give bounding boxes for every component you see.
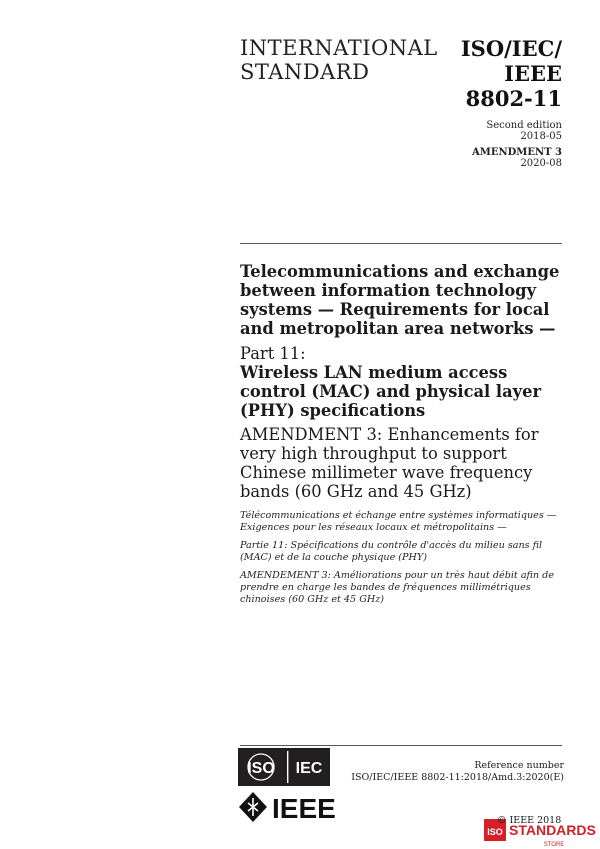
- doc-type-line2: STANDARD: [240, 60, 370, 84]
- iso-iec-logo: [238, 748, 330, 786]
- reference-label: Reference number: [474, 760, 564, 771]
- amendment-date: 2020-08: [520, 158, 562, 169]
- iec-text: IEC: [295, 760, 323, 777]
- store-sub-text: STORE: [543, 842, 565, 848]
- iso-text: ISO: [247, 760, 275, 777]
- main-title: Telecommunications and exchange between information technology systems — Requirements for local and metropolitan area networks —: [240, 262, 560, 338]
- top-divider: [240, 243, 562, 244]
- ieee-logo: [238, 790, 354, 824]
- title-block: [240, 262, 570, 606]
- store-text: STANDARDS: [509, 822, 596, 838]
- part-label: Part 11:: [240, 344, 306, 363]
- edition-block: [472, 120, 562, 169]
- french-part-title: Partie 11: Spécifications du contrôle d'accès du milieu sans fil (MAC) et de la couche physique (PHY): [240, 540, 543, 563]
- std-number-line1: ISO/IEC/: [460, 36, 562, 61]
- copyright: © IEEE 2018: [497, 815, 562, 826]
- doc-type-line1: INTERNATIONAL: [240, 36, 438, 60]
- reference-number: ISO/IEC/IEEE 8802-11:2018/Amd.3:2020(E): [351, 772, 564, 783]
- std-number-line3: 8802-11: [465, 86, 562, 111]
- french-main-title: Télécommunications et échange entre systèmes informatiques — Exigences pour les réseaux locaux et métropolitains —: [240, 510, 557, 533]
- ieee-text: IEEE: [272, 793, 336, 824]
- document-type: [240, 36, 438, 84]
- standard-number: [461, 36, 562, 111]
- logo-separator: [287, 751, 288, 783]
- part-title: [240, 344, 570, 420]
- french-amendment-title: AMENDEMENT 3: Améliorations pour un très haut débit afin de prendre en charge les bandes de fréquences millimétriques chinoises (60 GHz et 45 GHz): [240, 570, 554, 605]
- edition-label: Second edition: [486, 120, 562, 131]
- std-number-line2: IEEE: [504, 61, 562, 86]
- amendment-label: AMENDMENT 3: [472, 147, 562, 158]
- store-iso-text: ISO: [487, 827, 503, 837]
- amendment-title: AMENDMENT 3: Enhancements for very high throughput to support Chinese millimeter wave frequency bands (60 GHz and 45 GHz): [240, 425, 539, 501]
- bottom-divider: [240, 745, 562, 746]
- edition-date: 2018-05: [520, 131, 562, 142]
- part-name: Wireless LAN medium access control (MAC) and physical layer (PHY) specifications: [240, 363, 542, 420]
